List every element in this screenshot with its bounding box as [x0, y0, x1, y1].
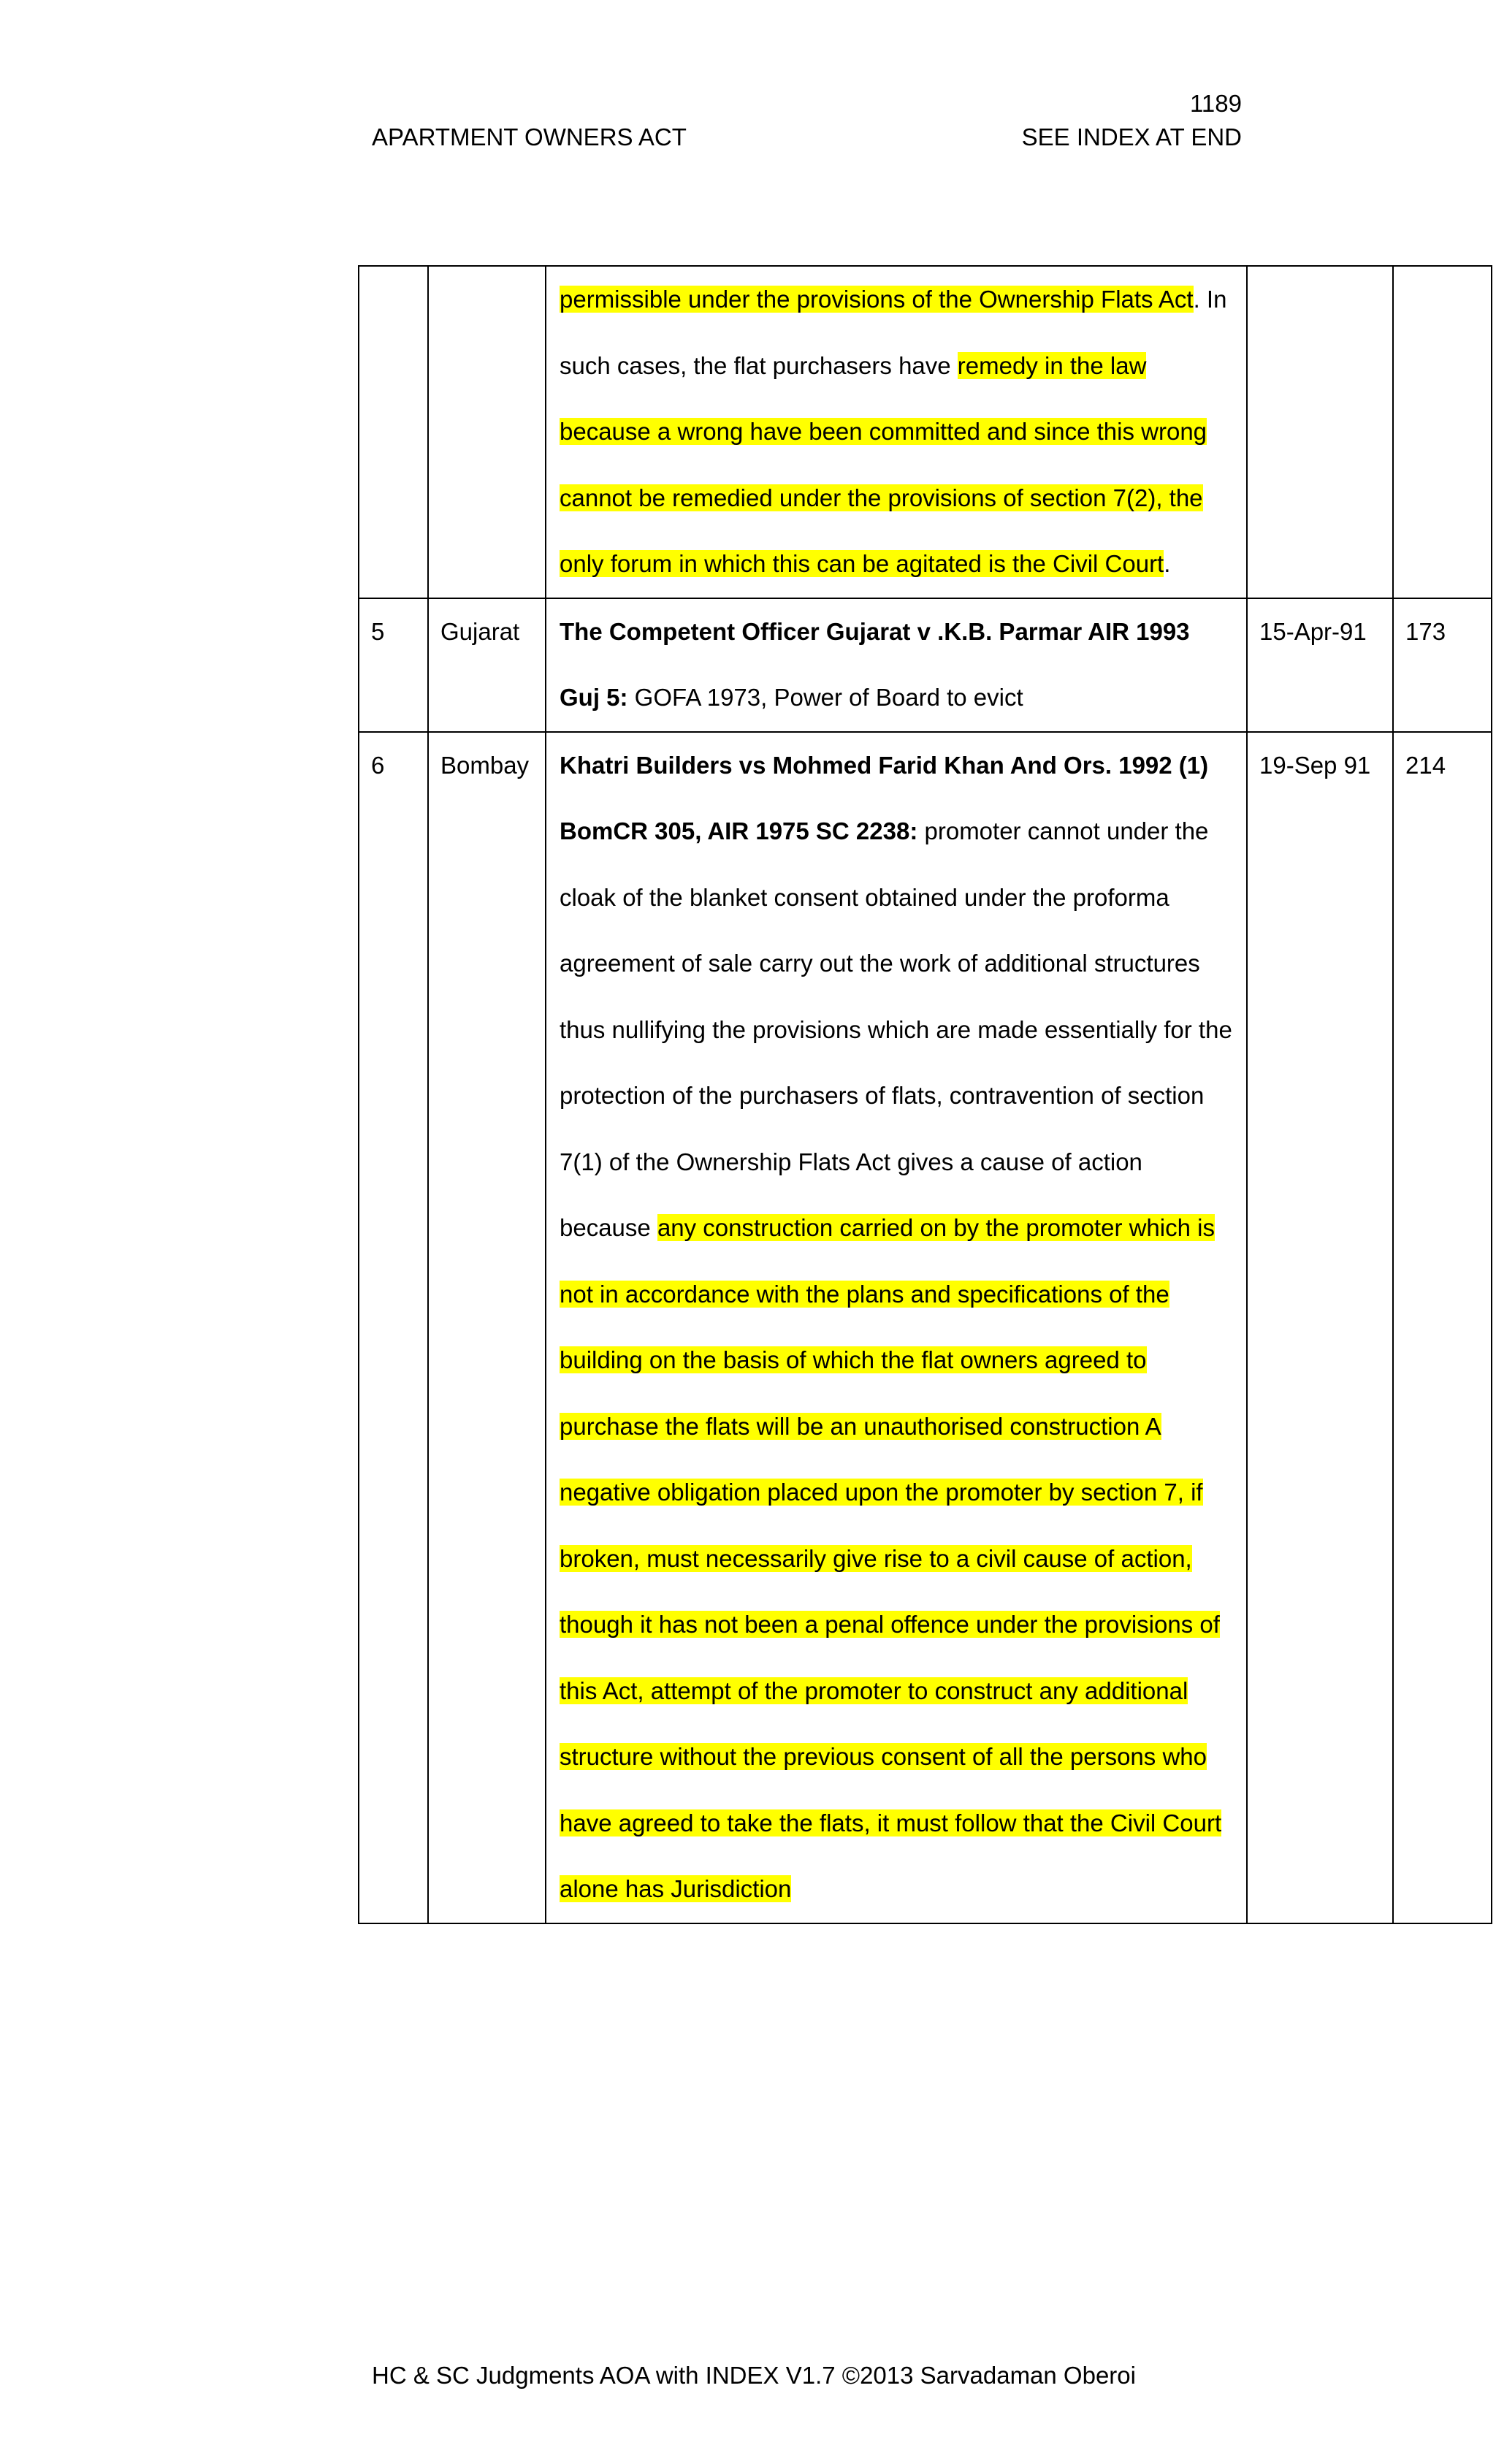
page-reference-cell: [1393, 266, 1492, 598]
case-citation: Khatri Builders vs Mohmed Farid Khan And Ors. 1992 (1) BomCR 305, AIR 1975 SC 2238:: [560, 751, 1209, 844]
page-number: 1189: [1190, 90, 1242, 117]
court-cell: Gujarat: [428, 598, 546, 732]
table-row: [359, 598, 1492, 732]
serial-number-cell: 6: [359, 732, 428, 1923]
case-summary-cell: [546, 732, 1247, 1923]
table-row: [359, 732, 1492, 1923]
summary-text: .: [1164, 550, 1171, 577]
summary-text: . In such cases, the flat purchasers have: [560, 286, 1227, 379]
serial-number-cell: [359, 266, 428, 598]
court-cell: Bombay: [428, 732, 546, 1923]
highlighted-text: permissible under the provisions of the Ownership Flats Act: [560, 286, 1194, 313]
highlighted-text: any construction carried on by the promoter which is not in accordance with the plans and specifications of the building on the basis of which the flat owners agreed to purchase the flats will be an unauthorised construction A negative obligation placed upon the promoter by section 7, if broken, must necessarily give rise to a civil cause of action, though it has not been a penal offence under the provisions of this Act, attempt of the promoter to construct any additional structure without the previous consent of all the persons who have agreed to take the flats, it must follow that the Civil Court alone has Jurisdiction: [560, 1214, 1222, 1902]
page-reference-cell: 214: [1393, 732, 1492, 1923]
case-summary-cell: [546, 266, 1247, 598]
highlighted-text: remedy in the law because a wrong have been committed and since this wrong cannot be remedied under the provisions of section 7(2), the only forum in which this can be agitated is the Civil Court: [560, 351, 1207, 577]
running-header-title: APARTMENT OWNERS ACT: [372, 123, 687, 150]
page-reference-cell: 173: [1393, 598, 1492, 732]
judgment-date-cell: [1247, 266, 1393, 598]
page-footer: HC & SC Judgments AOA with INDEX V1.7 ©2013 Sarvadaman Oberoi: [372, 2362, 1136, 2389]
case-table: [358, 265, 1492, 1924]
case-summary-cell: [546, 598, 1247, 732]
summary-text: promoter cannot under the cloak of the blanket consent obtained under the proforma agreement of sale carry out the work of additional structures thus nullifying the provisions which are made essentially for the protection of the purchasers of flats, contravention of section 7(1) of the Ownership Flats Act gives a cause of action because: [560, 817, 1232, 1241]
table-row: [359, 266, 1492, 598]
court-cell: [428, 266, 546, 598]
summary-text: GOFA 1973, Power of Board to evict: [627, 684, 1023, 711]
judgment-date-cell: 19-Sep 91: [1247, 732, 1393, 1923]
running-header-index-note: SEE INDEX AT END: [1021, 123, 1242, 150]
judgment-date-cell: 15-Apr-91: [1247, 598, 1393, 732]
case-citation: The Competent Officer Gujarat v .K.B. Parmar AIR 1993 Guj 5:: [560, 617, 1190, 711]
serial-number-cell: 5: [359, 598, 428, 732]
